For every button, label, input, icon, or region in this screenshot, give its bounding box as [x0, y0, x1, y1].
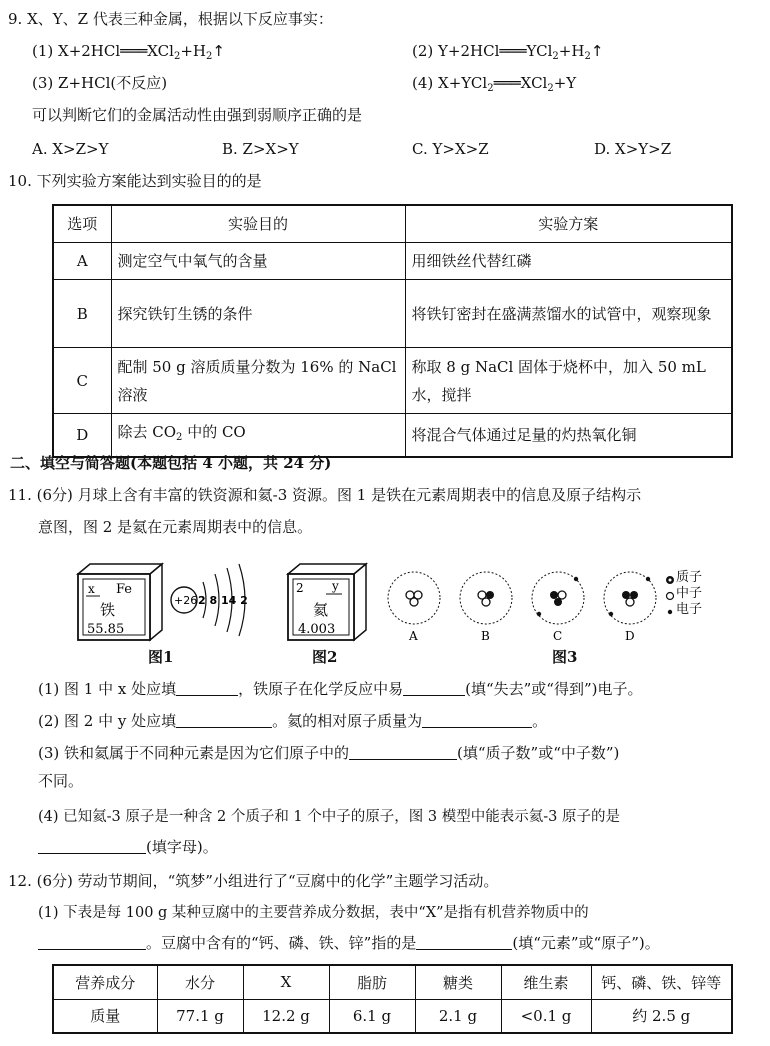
he-number: 2	[296, 581, 304, 595]
q10-header-goal: 实验目的	[111, 205, 405, 243]
fe-nucleus: +26	[174, 594, 198, 607]
nutrition-header: 水分	[157, 965, 243, 999]
fe-name: 铁	[100, 601, 116, 619]
answer-blank-element[interactable]	[349, 744, 457, 760]
q10-option: B	[53, 280, 111, 348]
q11-part-1: (1) 图 1 中 x 处应填 ，铁原子在化学反应中易 (填“失去”或“得到”)电子。	[38, 680, 643, 698]
nutrition-value: 质量	[53, 999, 157, 1033]
q10-plan: 将铁钉密封在盛满蒸馏水的试管中，观察现象	[405, 280, 732, 348]
q11-part-2: (2) 图 2 中 y 处应填 。氦的相对原子质量为 。	[38, 712, 548, 730]
model-label-d: D	[625, 629, 635, 643]
model-label-c: C	[553, 629, 563, 643]
nutrition-value: <0.1 g	[501, 999, 591, 1033]
fe-symbol: Fe	[116, 582, 133, 597]
nutrition-value-row	[53, 999, 732, 1033]
q11-stem-2: 意图，图 2 是氦在元素周期表中的信息。	[38, 518, 313, 536]
q10-goal: 除去 $CO_2$ 中的 CO	[111, 414, 405, 458]
q9-option-d[interactable]: D. X>Y>Z	[594, 140, 672, 158]
figure-2-helium	[284, 560, 374, 646]
fe-shells: 2 8 14 2	[198, 594, 248, 607]
q9-option-b[interactable]: B. Z>X>Y	[222, 140, 299, 158]
q9-option-a[interactable]: A. X>Z>Y	[32, 140, 109, 158]
fe-mass: 55.85	[87, 622, 125, 637]
answer-blank-electron[interactable]	[403, 680, 465, 696]
nutrition-value: 约 2.5 g	[591, 999, 732, 1033]
q11-part-3: (3) 铁和氦属于不同种元素是因为它们原子中的 (填“质子数”或“中子数”)	[38, 744, 620, 762]
q11-part-4: (4) 已知氦-3 原子是一种含 2 个质子和 1 个中子的原子，图 3 模型中能表示氦-3 原子的是	[38, 809, 620, 825]
q10-header-plan: 实验方案	[405, 205, 732, 243]
model-b	[460, 572, 512, 624]
q10-option: D	[53, 414, 111, 458]
nutrition-header: X	[243, 965, 329, 999]
q10-row-a	[53, 243, 732, 280]
q9-reaction-1: (1) $X+2HCl═══XCl_2+H_2↑$	[32, 42, 225, 62]
figure-3-models	[384, 566, 684, 646]
model-a	[388, 572, 440, 624]
q10-option: C	[53, 348, 111, 414]
q10-goal: 探究铁钉生锈的条件	[111, 280, 405, 348]
q10-table	[52, 204, 733, 458]
q10-row-c	[53, 348, 732, 414]
q11-part-4-cont: (填字母)。	[38, 836, 218, 858]
legend-electron: 电子	[676, 602, 703, 617]
q10-row-d	[53, 414, 732, 458]
q11-stem-1: 11. (6分) 月球上含有丰富的铁资源和氦-3 资源。图 1 是铁在元素周期表中的信息及原子结构示	[8, 486, 642, 504]
q9-reaction-4: (4) X+YCl$_2$═══XCl$_2$+Y	[412, 74, 577, 94]
q12-part-1: (1) 下表是每 100 g 某种豆腐中的主要营养成分数据，表中“X”是指有机营养物质中的	[38, 905, 589, 921]
figure-2-caption: 图2	[312, 648, 338, 666]
nutrition-header: 糖类	[415, 965, 501, 999]
q10-plan: 称取 8 g NaCl 固体于烧杯中，加入 50 mL 水，搅拌	[405, 348, 732, 414]
answer-blank-model[interactable]	[38, 838, 146, 854]
q10-header-option: 选项	[53, 205, 111, 243]
nutrition-header: 营养成分	[53, 965, 157, 999]
q10-option: A	[53, 243, 111, 280]
nutrition-header: 钙、磷、铁、锌等	[591, 965, 732, 999]
nutrition-value: 77.1 g	[157, 999, 243, 1033]
q9-ask: 可以判断它们的金属活动性由强到弱顺序正确的是	[32, 106, 363, 124]
answer-blank-y[interactable]	[176, 712, 272, 728]
answer-blank-mass[interactable]	[422, 712, 532, 728]
q11-part-3-cont: 不同。	[38, 772, 84, 790]
model-label-a: A	[409, 629, 418, 643]
figure-1-iron	[70, 560, 260, 646]
q12-nutrition-table	[52, 964, 733, 1034]
q10-header-row	[53, 205, 732, 243]
model-d	[604, 572, 656, 624]
q12-stem: 12. (6分) 劳动节期间，“筑梦”小组进行了“豆腐中的化学”主题学习活动。	[8, 872, 499, 890]
q9-option-c[interactable]: C. Y>X>Z	[412, 140, 489, 158]
model-c	[532, 572, 584, 624]
fe-x: x	[88, 582, 95, 596]
he-mass: 4.003	[298, 622, 336, 637]
legend-proton: 质子	[676, 570, 703, 585]
q10-stem: 10. 下列实验方案能达到实验目的的是	[8, 172, 262, 190]
answer-blank-element-atom[interactable]	[416, 934, 512, 950]
nutrition-value: 6.1 g	[329, 999, 415, 1033]
q10-goal: 测定空气中氧气的含量	[111, 243, 405, 280]
q9-stem: 9. X、Y、Z 代表三种金属，根据以下反应事实：	[8, 10, 333, 28]
q10-goal: 配制 50 g 溶质质量分数为 16% 的 NaCl 溶液	[111, 348, 405, 414]
section-2-heading: 二、填空与简答题(本题包括 4 小题，共 24 分)	[10, 454, 332, 472]
q12-part-1-cont: 。豆腐中含有的“钙、磷、铁、锌”指的是 (填“元素”或“原子”)。	[38, 932, 660, 954]
q9-reaction-3: (3) Z+HCl(不反应)	[32, 74, 168, 92]
q10-row-b	[53, 280, 732, 348]
nutrition-header: 维生素	[501, 965, 591, 999]
q10-plan: 用细铁丝代替红磷	[405, 243, 732, 280]
q9-reaction-2: (2) $Y+2HCl═══YCl_2+H_2↑$	[412, 42, 604, 62]
model-label-b: B	[481, 629, 490, 643]
figure-1-caption: 图1	[148, 648, 174, 666]
he-y: y	[332, 579, 339, 593]
nutrition-header-row	[53, 965, 732, 999]
nutrition-value: 2.1 g	[415, 999, 501, 1033]
answer-blank-nutrient[interactable]	[38, 934, 146, 950]
nutrition-value: 12.2 g	[243, 999, 329, 1033]
answer-blank-x[interactable]	[176, 680, 238, 696]
figure-3-caption: 图3	[552, 648, 578, 666]
q10-plan: 将混合气体通过足量的灼热氧化铜	[405, 414, 732, 458]
nutrition-header: 脂肪	[329, 965, 415, 999]
he-name: 氦	[313, 601, 329, 619]
legend-neutron: 中子	[676, 586, 703, 601]
